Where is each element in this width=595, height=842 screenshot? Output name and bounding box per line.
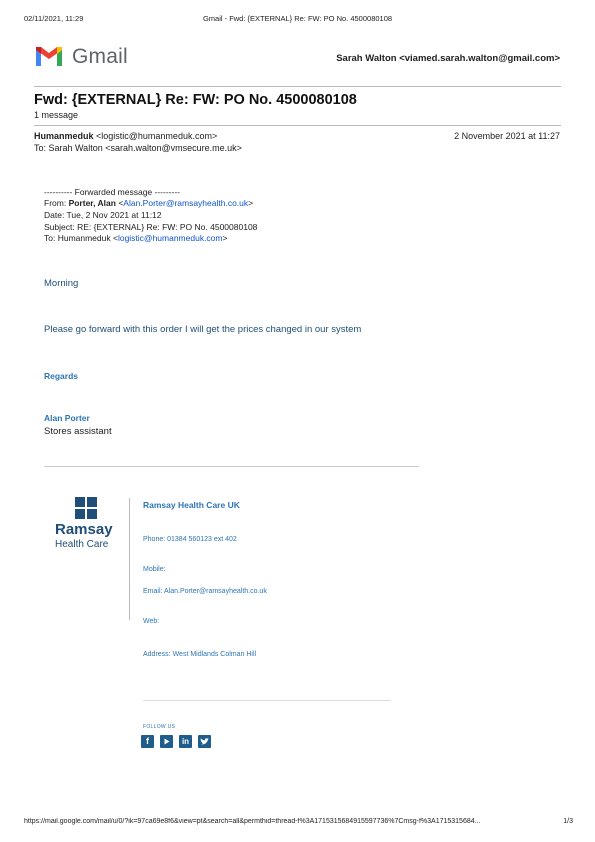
company-mobile: Mobile: [143, 566, 166, 573]
signature-vertical-divider [129, 498, 130, 620]
signature-name: Alan Porter [44, 413, 90, 423]
body-regards: Regards [44, 371, 79, 381]
message-to: To: Sarah Walton <sarah.walton@vmsecure.me.uk> [34, 143, 242, 153]
thread-subject: Fwd: {EXTERNAL} Re: FW: PO No. 4500080108 [34, 92, 357, 108]
ramsay-cross-logo-icon [75, 497, 97, 519]
company-name: Ramsay Health Care UK [143, 500, 240, 510]
follow-us-label: FOLLOW US [143, 724, 176, 730]
play-glyph-icon [160, 735, 173, 748]
forwarded-from-name: Porter, Alan [68, 198, 116, 208]
print-page-number: 1/3 [563, 818, 573, 825]
print-datetime: 02/11/2021, 11:29 [24, 14, 84, 23]
thread-divider [34, 125, 561, 126]
signature-divider [44, 466, 419, 467]
card-divider [143, 700, 391, 701]
forwarded-to-email-link[interactable]: logistic@humanmeduk.com [117, 233, 223, 243]
ramsay-logo-word: Ramsay [55, 521, 113, 538]
facebook-icon[interactable]: f [141, 735, 154, 748]
company-email[interactable]: Email: Alan.Porter@ramsayhealth.co.uk [143, 588, 267, 595]
company-phone: Phone: 01384 560123 ext 402 [143, 536, 237, 543]
forwarded-subject: Subject: RE: {EXTERNAL} Re: FW: PO No. 4500080108 [44, 222, 258, 232]
signature-title: Stores assistant [44, 426, 112, 437]
gmail-logo-icon [34, 44, 64, 68]
print-url: https://mail.google.com/mail/u/0/?ik=97ca69e8f6&view=pt&search=all&permthid=thread-f%3A1715315684915597736%7Cmsg-f%3A1715315684... [24, 818, 481, 825]
twitter-icon[interactable] [198, 735, 211, 748]
linkedin-icon[interactable]: in [179, 735, 192, 748]
body-line: Please go forward with this order I will get the prices changed in our system [44, 324, 362, 335]
company-web: Web: [143, 618, 160, 625]
sender-email[interactable]: <logistic@humanmeduk.com> [93, 131, 218, 141]
body-greeting: Morning [44, 278, 79, 289]
forwarded-from-email-link[interactable]: Alan.Porter@ramsayhealth.co.uk [123, 198, 249, 208]
company-address: Address: West Midlands Colman Hill [143, 651, 257, 658]
sender-name: Humanmeduk [34, 131, 94, 141]
forwarded-banner: ---------- Forwarded message --------- [44, 187, 180, 197]
header-divider [34, 86, 561, 87]
forwarded-date: Date: Tue, 2 Nov 2021 at 11:12 [44, 210, 162, 220]
forwarded-to: To: Humanmeduk <logistic@humanmeduk.com> [44, 233, 228, 243]
message-date: 2 November 2021 at 11:27 [454, 131, 560, 141]
account-label: Sarah Walton <viamed.sarah.walton@gmail.com> [336, 53, 560, 64]
ramsay-logo-subword: Health Care [55, 539, 109, 550]
print-page-title: Gmail - Fwd: {EXTERNAL} Re: FW: PO No. 4500080108 [202, 14, 393, 23]
message-from [34, 131, 217, 141]
youtube-icon[interactable] [160, 735, 173, 748]
gmail-wordmark: Gmail [72, 45, 128, 68]
message-count: 1 message [34, 110, 79, 120]
forwarded-from: From: Porter, Alan <Alan.Porter@ramsayhealth.co.uk> [44, 198, 254, 208]
bird-glyph-icon [198, 735, 211, 748]
